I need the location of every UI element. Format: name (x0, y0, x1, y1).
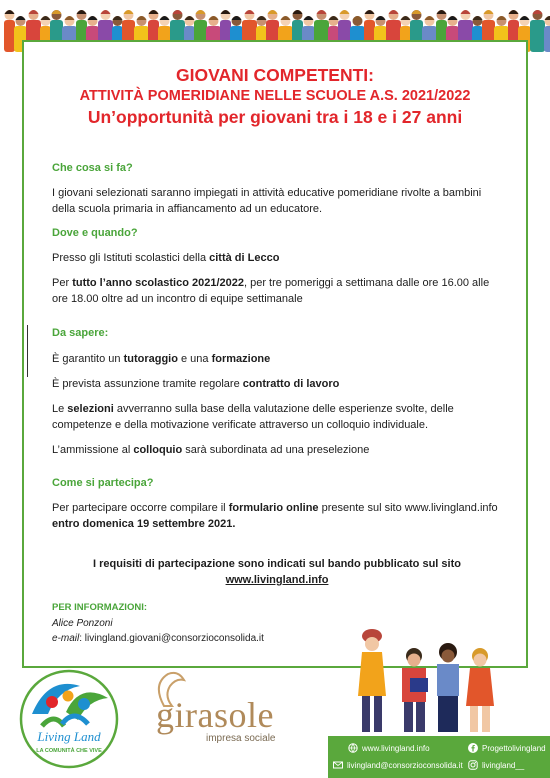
info-name: Alice Ponzoni (52, 618, 113, 629)
section-heading-know: Da sapere: (52, 327, 109, 339)
title-block (0, 64, 550, 129)
know-paragraph-selection: Le selezioni avverranno sulla base della valutazione delle esperienze svolte, delle competenze e della motivazione verificate attraverso un colloquio individuale. (52, 403, 454, 431)
contact-instagram[interactable]: livingland__ (468, 760, 524, 770)
contact-website[interactable]: www.livingland.info (348, 743, 430, 753)
girasole-name: girasole (156, 695, 274, 735)
know-paragraph-contract: È prevista assunzione tramite regolare contratto di lavoro (52, 378, 340, 390)
contact-facebook[interactable]: Progettolivingland (468, 743, 546, 753)
when-paragraph: Per tutto l’anno scolastico 2021/2022, per tre pomeriggi a settimana dalle ore 16.00 alle ore 18.00 oltre ad un incontro di equipe settimanale (52, 277, 490, 305)
section-heading-where: Dove e quando? (52, 227, 138, 239)
title-subtitle: ATTIVITÀ POMERIDIANE NELLE SCUOLE A.S. 2021/2022 (79, 88, 471, 104)
know-paragraph-tutoring: È garantito un tutoraggio e una formazione (52, 353, 271, 365)
youth-illustration (352, 626, 502, 738)
instagram-icon (468, 760, 478, 770)
facebook-icon (468, 743, 478, 753)
contacts-band (328, 736, 550, 778)
info-email: e-mail: livingland.giovani@consorzioconsolida.it (52, 633, 264, 644)
mail-icon (333, 760, 343, 770)
girasole-logo (150, 670, 290, 750)
section-heading-what: Che cosa si fa? (52, 162, 133, 174)
section-text-what: I giovani selezionati saranno impiegati in attività educative pomeridiane rivolte a bambini della scuola primaria in affiancamento ad un educatore. (52, 187, 482, 215)
know-paragraph-interview: L’ammissione al colloquio sarà subordinata ad una preselezione (52, 444, 370, 456)
contact-email[interactable]: livingland@consorzioconsolida.it (333, 760, 463, 770)
how-paragraph: Per partecipare occorre compilare il formulario online presente sul sito www.livingland.info entro domenica 19 settembre 2021. (52, 502, 498, 530)
livingland-logo (18, 668, 120, 770)
girasole-tagline: impresa sociale (206, 733, 276, 744)
main-content (52, 160, 502, 646)
section-heading-how: Come si partecipa? (52, 477, 154, 489)
globe-icon (348, 743, 358, 753)
info-heading: PER INFORMAZIONI: (52, 602, 147, 613)
title-main: GIOVANI COMPETENTI: (175, 65, 374, 85)
crowd-person (544, 16, 550, 52)
livingland-tagline: LA COMUNITÀ CHE VIVE (36, 748, 102, 754)
margin-mark (27, 325, 28, 377)
crowd-person (4, 10, 15, 52)
requirements-link[interactable]: www.livingland.info (225, 574, 329, 586)
where-paragraph: Presso gli Istituti scolastici della città di Lecco (52, 252, 280, 264)
requirements-text: I requisiti di partecipazione sono indicati sul bando pubblicato sul sito (93, 558, 461, 570)
requirements-note (52, 556, 502, 588)
livingland-name: Living Land (37, 729, 101, 744)
title-tagline: Un’opportunità per giovani tra i 18 e i 27 anni (87, 107, 463, 127)
